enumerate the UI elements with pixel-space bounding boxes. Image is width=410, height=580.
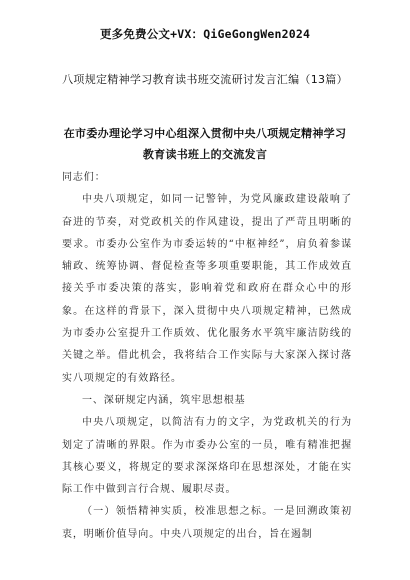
speech-title-line-1: 在市委办理论学习中心组深入贯彻中央八项规定精神学习: [63, 127, 347, 140]
body-paragraph-intro: 中央八项规定，如同一记警钟，为党风廉政建设敲响了奋进的节奏，对党政机关的作风建设，提出了严苛且明晰的要求。市委办公室作为市委运转的“中枢神经”，肩负着参谋辅政、统筹协调、督促检查等多项重要职能，其工作成效直接关乎市委决策的落实，影响着党和政府在群众心中的形象。在这样的背景下，深入贯彻中央八项规定精神，已然成为市委办公室提升工作质效、优化服务水平筑牢廉洁防线的关键之举。借此机会，我将结合工作实际与大家深入探讨落实八项规定的有效路径。: [62, 194, 352, 384]
section-heading-1: 一、深研规定内涵，筑牢思想根基: [82, 394, 246, 406]
speech-title-line-2: 教育读书班上的交流发言: [142, 148, 268, 161]
document-body: [62, 167, 352, 546]
body-paragraph-subsection-1: （一）领悟精神实质，校准思想之标。一是回溯政策初衷，明晰价值导向。中央八项规定的出台，旨在遏制: [62, 506, 352, 540]
body-paragraph-section-1: 中央八项规定，以简洁有力的文字，为党政机关的行为划定了清晰的界限。作为市委办公室的一员，唯有精准把握其核心要义，将规定的要求深深烙印在思想深处，才能在实际工作中做到言行合规、履职尽责。: [62, 417, 352, 496]
document-title: 八项规定精神学习教育读书班交流研讨发言汇编（13篇）: [62, 73, 348, 86]
watermark-header: 更多免费公文+VX：QiGeGongWen2024: [99, 27, 311, 41]
salutation: 同志们：: [62, 172, 106, 183]
